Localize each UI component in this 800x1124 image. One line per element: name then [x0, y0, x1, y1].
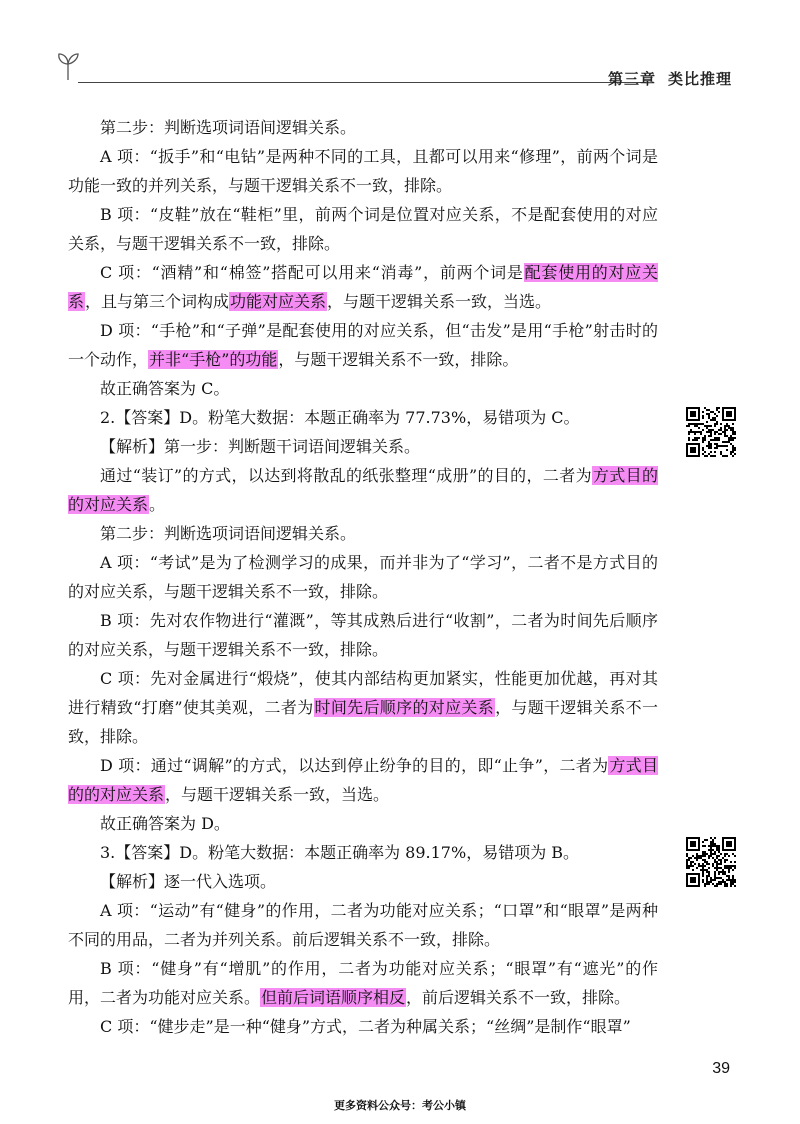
text-run: ，与题干逻辑关系不一致，排除。	[278, 350, 519, 369]
paragraph	[68, 200, 658, 258]
paragraph	[68, 809, 658, 838]
text-run: 3.【答案】D。粉笔大数据：本题正确率为 89.17%，易错项为 B。	[100, 843, 580, 862]
paragraph	[68, 896, 658, 954]
paragraph	[68, 548, 658, 606]
highlighted-text: 并非“手枪”的功能	[149, 350, 278, 369]
text-run: 【解析】第一步：判断题干词语间逻辑关系。	[100, 437, 421, 456]
paragraph	[68, 664, 658, 751]
paragraph	[68, 258, 658, 316]
text-run: 第二步：判断选项词语间逻辑关系。	[100, 118, 357, 137]
text-run: A 项：“考试”是为了检测学习的成果，而并非为了“学习”，二者不是方式目的的对应关系，与题干逻辑关系不一致，排除。	[68, 553, 658, 601]
text-run: ，与题干逻辑关系不一致，排除。	[68, 698, 658, 746]
paragraph	[68, 606, 658, 664]
text-run: 。	[149, 495, 166, 514]
highlighted-text: 时间先后顺序的对应关系	[314, 698, 495, 717]
text-run: A 项：“扳手”和“电钻”是两种不同的工具，且都可以用来“修理”，前两个词是功能一致的并列关系，与题干逻辑关系不一致，排除。	[68, 147, 658, 195]
text-run: B 项：先对农作物进行“灌溉”，等其成熟后进行“收割”，二者为时间先后顺序的对应关系，与题干逻辑关系不一致，排除。	[68, 611, 658, 659]
chapter-label	[608, 68, 732, 89]
header-rule	[78, 82, 646, 83]
text-run: ，与题干逻辑关系一致，当选。	[165, 785, 390, 804]
page-number: 39	[712, 1060, 730, 1077]
text-run: 【解析】逐一代入选项。	[100, 872, 277, 891]
text-run: 2.【答案】D。粉笔大数据：本题正确率为 77.73%，易错项为 C。	[100, 408, 580, 427]
text-run: B 项：“皮鞋”放在“鞋柜”里，前两个词是位置对应关系，不是配套使用的对应关系，与题干逻辑关系不一致，排除。	[68, 205, 658, 253]
chapter-number: 第三章	[608, 70, 657, 88]
text-run: C 项：“健步走”是一种“健身”方式，二者为种属关系；“丝绸”是制作“眼罩”	[100, 1017, 631, 1036]
paragraph	[68, 751, 658, 809]
highlighted-text: 配套使用的对应关系	[68, 263, 658, 311]
text-run: B 项：“健身”有“增肌”的作用，二者为功能对应关系；“眼罩”有“遮光”的作用，二者为功能对应关系。	[68, 959, 658, 1007]
text-run: ，且与第三个词构成	[85, 292, 230, 311]
page-body	[68, 113, 658, 1041]
text-run: ，与题干逻辑关系一致，当选。	[327, 292, 552, 311]
paragraph	[68, 461, 658, 519]
text-run: D 项：“手枪”和“子弹”是配套使用的对应关系，但“击发”是用“手枪”射击时的一个动作，	[68, 321, 658, 369]
text-run: C 项：“酒精”和“棉签”搭配可以用来“消毒”，前两个词是	[100, 263, 524, 282]
text-run: A 项：“运动”有“健身”的作用，二者为功能对应关系；“口罩”和“眼罩”是两种不同的用品，二者为并列关系。前后逻辑关系不一致，排除。	[68, 901, 658, 949]
paragraph	[68, 113, 658, 142]
qr-code-2[interactable]	[684, 835, 738, 889]
page-header	[56, 52, 746, 92]
qr-code-1[interactable]	[684, 405, 738, 459]
chapter-title: 类比推理	[668, 70, 733, 88]
paragraph	[68, 1012, 658, 1041]
paragraph	[68, 432, 658, 461]
text-run: 故正确答案为 C。	[100, 379, 230, 398]
text-run: D 项：通过“调解”的方式，以达到停止纷争的目的，即“止争”，二者为	[100, 756, 609, 775]
paragraph	[68, 519, 658, 548]
text-run: C 项：先对金属进行“煅烧”，使其内部结构更加紧实，性能更加优越，再对其进行精致“打磨”使其美观，二者为	[68, 669, 658, 717]
text-run: 故正确答案为 D。	[100, 814, 230, 833]
text-run: 通过“装订”的方式，以达到将散乱的纸张整理“成册”的目的，二者为	[100, 466, 592, 485]
text-run: 第二步：判断选项词语间逻辑关系。	[100, 524, 357, 543]
paragraph	[68, 838, 658, 867]
paragraph	[68, 867, 658, 896]
highlighted-text: 功能对应关系	[230, 292, 327, 311]
paragraph	[68, 403, 658, 432]
highlighted-text: 方式目的的对应关系	[68, 756, 658, 804]
paragraph	[68, 954, 658, 1012]
highlighted-text: 但前后词语顺序相反	[261, 988, 406, 1007]
leaf-icon	[56, 52, 82, 82]
paragraph	[68, 316, 658, 374]
paragraph	[68, 374, 658, 403]
highlighted-text: 方式目的的对应关系	[68, 466, 658, 514]
footer-note: 更多资料公众号：考公小镇	[334, 1099, 466, 1112]
qr-code-icon	[684, 405, 738, 459]
text-run: ，前后逻辑关系不一致，排除。	[406, 988, 631, 1007]
paragraph	[68, 142, 658, 200]
qr-code-icon	[684, 835, 738, 889]
